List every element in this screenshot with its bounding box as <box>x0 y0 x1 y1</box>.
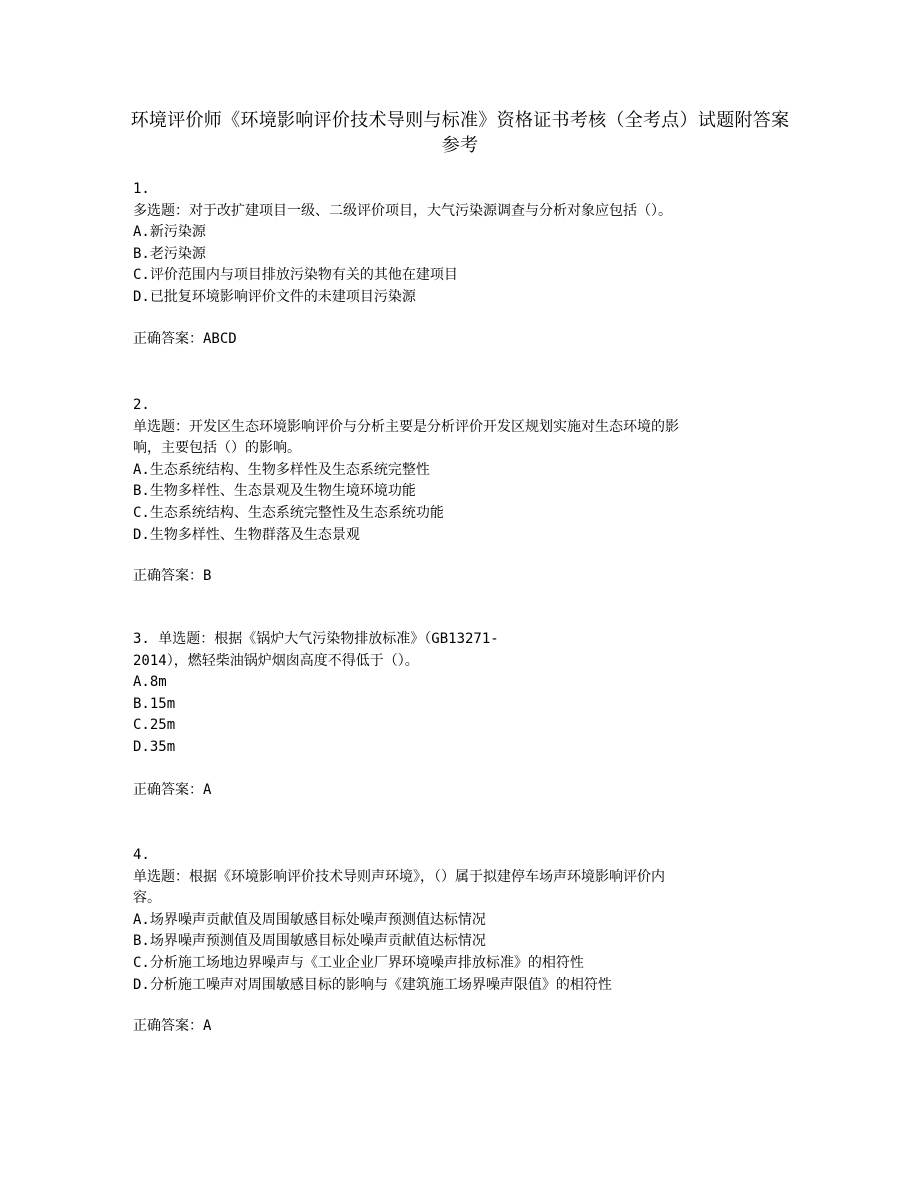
question-stem: 单选题：开发区生态环境影响评价与分析主要是分析评价开发区规划实施对生态环境的影 <box>133 418 679 435</box>
question-number: 2. <box>133 397 150 413</box>
question-stem: 3. 单选题：根据《锅炉大气污染物排放标准》（GB13271- <box>133 631 499 647</box>
option-d: D.35m <box>133 738 176 755</box>
option-a: A.新污染源 <box>133 224 206 241</box>
option-d: D.分析施工噪声对周围敏感目标的影响与《建筑施工场界噪声限值》的相符性 <box>133 976 612 993</box>
option-c: C.25m <box>133 717 176 734</box>
option-d: D.已批复环境影响评价文件的未建项目污染源 <box>133 288 416 305</box>
title-line-2: 参考 <box>441 135 479 156</box>
question-1 <box>133 179 793 309</box>
option-b: B.生物多样性、生态景观及生物生境环境功能 <box>133 483 416 500</box>
option-b: B.15m <box>133 695 176 712</box>
option-b: B.老污染源 <box>133 245 206 262</box>
question-stem: 多选题：对于改扩建项目一级、二级评价项目，大气污染源调查与分析对象应包括（）。 <box>133 202 672 219</box>
question-stem-continued: 响，主要包括（）的影响。 <box>133 440 301 457</box>
question-stem-continued: 2014），燃轻柴油锅炉烟囱高度不得低于（）。 <box>133 652 419 669</box>
option-a: A.8m <box>133 674 167 691</box>
option-c: C.评价范围内与项目排放污染物有关的其他在建项目 <box>133 267 458 284</box>
document-title <box>130 108 790 158</box>
title-line-1: 环境评价师《环境影响评价技术导则与标准》资格证书考核（全考点）试题附答案 <box>130 110 790 131</box>
option-a: A.场界噪声贡献值及周围敏感目标处噪声预测值达标情况 <box>133 911 486 928</box>
answer-3: 正确答案：A <box>133 782 212 798</box>
answer-4: 正确答案：A <box>133 1018 212 1034</box>
question-stem: 单选题：根据《环境影响评价技术导则声环境》，（）属于拟建停车场声环境影响评价内 <box>133 868 665 885</box>
option-c: C.生态系统结构、生态系统完整性及生态系统功能 <box>133 504 444 521</box>
option-c: C.分析施工场地边界噪声与《工业企业厂界环境噪声排放标准》的相符性 <box>133 954 584 971</box>
question-number: 4. <box>133 847 150 863</box>
question-stem-continued: 容。 <box>133 890 161 907</box>
question-number: 1. <box>133 181 150 197</box>
option-b: B.场界噪声预测值及周围敏感目标处噪声贡献值达标情况 <box>133 933 486 950</box>
question-2 <box>133 395 793 546</box>
option-d: D.生物多样性、生物群落及生态景观 <box>133 526 360 543</box>
question-3 <box>133 629 793 759</box>
answer-2: 正确答案：B <box>133 568 212 584</box>
question-4 <box>133 845 793 996</box>
option-a: A.生态系统结构、生物多样性及生态系统完整性 <box>133 461 430 478</box>
answer-1: 正确答案：ABCD <box>133 331 237 347</box>
